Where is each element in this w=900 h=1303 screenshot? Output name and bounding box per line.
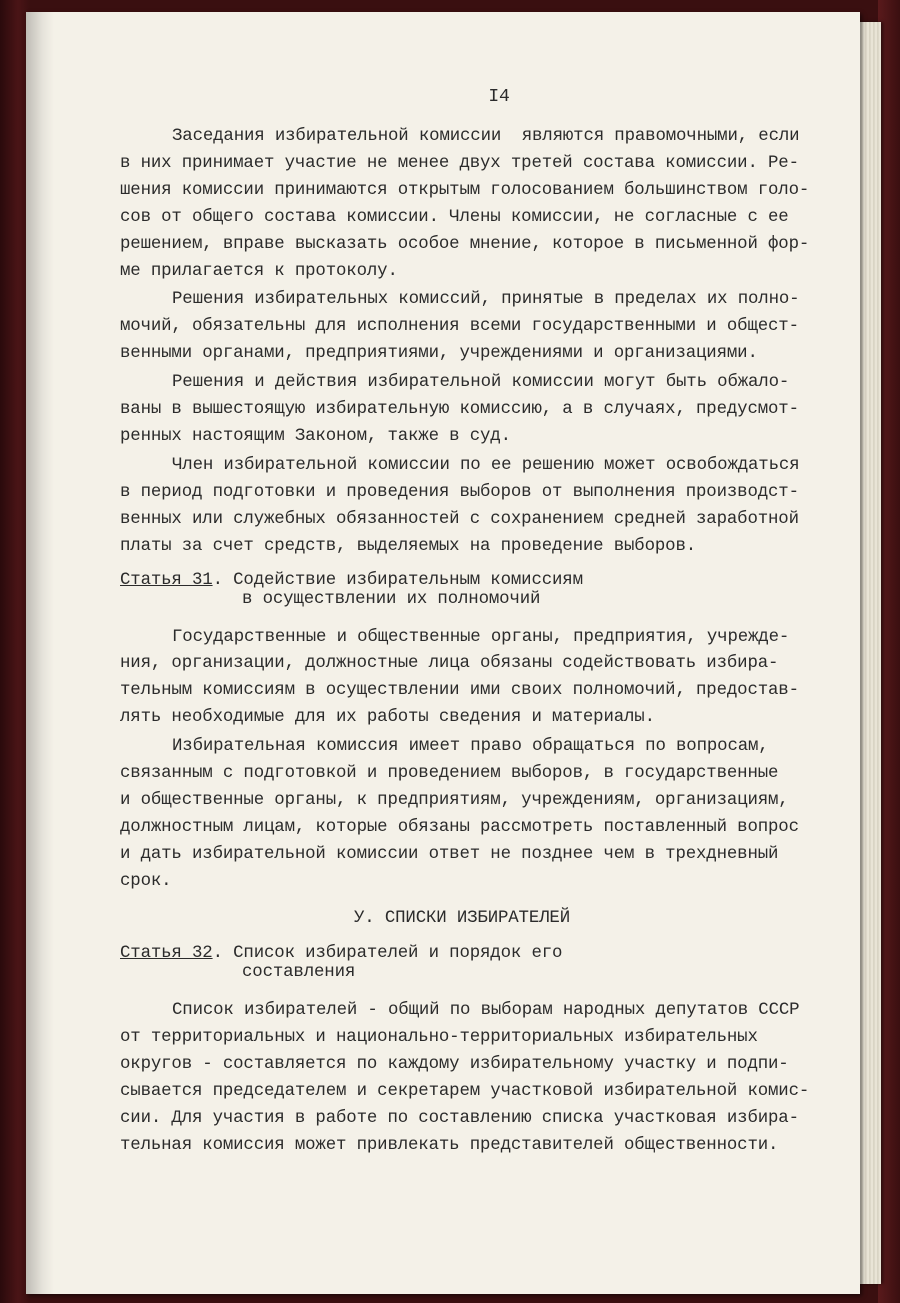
article-number: Статья 32 — [120, 944, 213, 964]
article-title: . Список избирателей и порядок его — [212, 944, 563, 964]
article-heading-line — [120, 571, 840, 590]
paragraph — [120, 998, 840, 1159]
article-heading-line — [120, 944, 840, 963]
article-title-continued: составления — [242, 963, 356, 983]
paragraph — [120, 370, 840, 451]
text-line: ваны в вышестоящую избирательную комиссию, а в случаях, предусмот- — [120, 400, 799, 420]
text-line: связанным с подготовкой и проведением выборов, в государственные — [120, 764, 779, 784]
text-line: Член избирательной комиссии по ее решению может освобождаться — [172, 455, 800, 475]
text-line: сии. Для участия в работе по составлению списка участковая избира- — [120, 1109, 799, 1129]
text-line: от территориальных и национально-территориальных избирательных — [120, 1028, 758, 1048]
paragraph — [120, 287, 840, 368]
text-line: ме прилагается к протоколу. — [120, 261, 398, 281]
text-line: Заседания избирательной комиссии являются правомочными, если — [172, 127, 800, 146]
text-line: мочий, обязательны для исполнения всеми государственными и общест- — [120, 317, 799, 337]
text-line: Список избирателей - общий по выборам народных депутатов СССР — [172, 1001, 800, 1021]
text-line: лять необходимые для их работы сведения и материалы. — [120, 708, 655, 728]
page-number: I4 — [488, 87, 510, 107]
article-heading — [120, 571, 840, 609]
text-line: срок. — [120, 871, 172, 891]
paragraph — [120, 734, 840, 895]
text-line: и общественные органы, к предприятиям, учреждениям, организациям, — [120, 790, 789, 810]
text-line: сывается председателем и секретарем участковой избирательной комис- — [120, 1082, 810, 1102]
article-heading — [120, 944, 840, 982]
text-line: Решения и действия избирательной комиссии могут быть обжало- — [172, 373, 790, 393]
text-blocks — [120, 124, 840, 1160]
paragraph — [120, 124, 840, 285]
text-line: тельная комиссия может привлекать представителей общественности. — [120, 1136, 779, 1155]
text-line: венных или служебных обязанностей с сохранением средней заработной — [120, 509, 799, 529]
text-line: шения комиссии принимаются открытым голосованием большинством голо- — [120, 180, 810, 200]
text-line: сов от общего состава комиссии. Члены комиссии, не согласные с ее — [120, 207, 789, 227]
article-number: Статья 31 — [120, 570, 213, 590]
text-line: платы за счет средств, выделяемых на проведение выборов. — [120, 536, 697, 556]
paragraph — [120, 453, 840, 561]
text-line: ренных настоящим Законом, также в суд. — [120, 426, 511, 446]
article-title-continued: в осуществлении их полномочий — [242, 589, 541, 609]
page-text — [120, 84, 840, 1162]
text-line: Решения избирательных комиссий, принятые в пределах их полно- — [172, 290, 800, 310]
text-line: тельным комиссиям в осуществлении ими своих полномочий, предостав- — [120, 681, 799, 701]
text-line: в период подготовки и проведения выборов от выполнения производст- — [120, 482, 799, 502]
text-line: округов - составляется по каждому избирательному участку и подпи- — [120, 1055, 789, 1075]
text-line: Избирательная комиссия имеет право обращаться по вопросам, — [172, 737, 769, 757]
article-title: . Содействие избирательным комиссиям — [212, 570, 583, 590]
book-cover-right — [878, 0, 900, 1303]
text-line: в них принимает участие не менее двух третей состава комиссии. Ре- — [120, 153, 799, 173]
document-page — [26, 12, 860, 1294]
section-title: У. СПИСКИ ИЗБИРАТЕЛЕЙ — [353, 908, 570, 928]
text-line: Государственные и общественные органы, предприятия, учрежде- — [172, 627, 790, 647]
page-gutter-shadow — [26, 12, 54, 1294]
paragraph — [120, 625, 840, 733]
text-line: и дать избирательной комиссии ответ не позднее чем в трехдневный — [120, 844, 779, 864]
text-line: ния, организации, должностные лица обязаны содействовать избира- — [120, 654, 779, 674]
text-line: должностным лицам, которые обязаны рассмотреть поставленный вопрос — [120, 817, 799, 837]
text-line: решением, вправе высказать особое мнение, которое в письменной фор- — [120, 234, 810, 254]
text-line: венными органами, предприятиями, учреждениями и организациями. — [120, 344, 758, 364]
